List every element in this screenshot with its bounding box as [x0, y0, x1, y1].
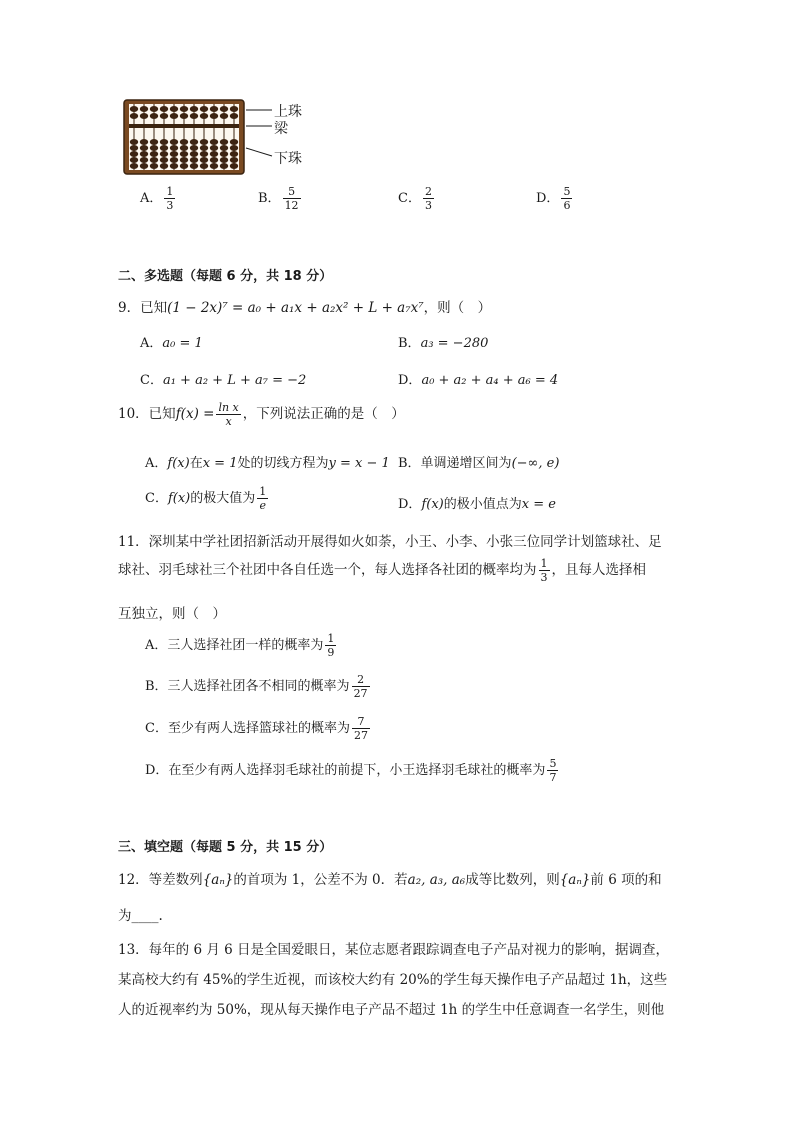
section3-title: 三、填空题（每题 5 分，共 15 分） — [118, 840, 333, 855]
abacus-lower-bead — [130, 139, 138, 145]
abacus-upper-bead — [150, 113, 158, 119]
abacus-lower-bead — [170, 163, 178, 169]
abacus-lower-bead — [170, 139, 178, 145]
q8-option-d[interactable]: D． $\frac{5}{6}$ — [536, 185, 571, 212]
q11-line2: 球社、羽毛球社三个社团中各自任选一个，每人选择各社团的概率均为 $\frac{1}{3}$ ，且每人选择相 — [118, 557, 646, 584]
abacus-lower-bead — [230, 151, 238, 157]
abacus-lower-bead — [230, 139, 238, 145]
abacus-lower-bead — [140, 151, 148, 157]
abacus-upper-bead — [220, 106, 228, 112]
q11-option-b[interactable]: B．三人选择社团各不相同的概率为 $\frac{2}{27}$ — [145, 673, 368, 700]
q11-line3: 互独立，则（ ） — [118, 606, 226, 622]
q11-option-a[interactable]: A．三人选择社团一样的概率为 $\frac{1}{9}$ — [145, 632, 335, 659]
abacus-upper-bead — [210, 113, 218, 119]
q9-option-b[interactable]: B．a₃ = −280 — [398, 336, 489, 351]
abacus-lower-bead — [200, 163, 208, 169]
abacus-lower-bead — [140, 139, 148, 145]
abacus-upper-bead — [180, 106, 188, 112]
abacus-lower-bead — [200, 145, 208, 151]
abacus-lower-bead — [130, 163, 138, 169]
q9-option-d[interactable]: D．a₀ + a₂ + a₄ + a₆ = 4 — [398, 373, 559, 388]
abacus-lower-bead — [230, 145, 238, 151]
abacus-lower-bead — [220, 145, 228, 151]
abacus-lower-bead — [200, 157, 208, 163]
abacus-lower-bead — [140, 145, 148, 151]
abacus-lower-bead — [190, 145, 198, 151]
abacus-upper-bead — [210, 106, 218, 112]
abacus-lower-bead — [180, 145, 188, 151]
abacus-lower-bead — [160, 139, 168, 145]
abacus-lower-bead — [150, 163, 158, 169]
q11-line1: 11．深圳某中学社团招新活动开展得如火如荼，小王、小李、小张三位同学计划篮球社、足 — [118, 534, 662, 550]
abacus-lower-bead — [180, 151, 188, 157]
abacus-lower-bead — [170, 157, 178, 163]
abacus-lower-bead — [180, 139, 188, 145]
abacus-lower-bead — [200, 139, 208, 145]
abacus-upper-bead — [220, 113, 228, 119]
abacus-lower-bead — [150, 145, 158, 151]
abacus-lower-bead — [230, 157, 238, 163]
section2-title: 二、多选题（每题 6 分，共 18 分） — [118, 269, 333, 284]
abacus-upper-bead — [200, 106, 208, 112]
q10-option-c[interactable]: C．f(x)的极大值为 $\frac{1}{e}$ — [145, 485, 267, 512]
abacus-lower-bead — [220, 139, 228, 145]
abacus-upper-bead — [200, 113, 208, 119]
abacus-upper-bead — [190, 106, 198, 112]
q9-option-a[interactable]: A．a₀ = 1 — [140, 336, 203, 351]
abacus-lower-bead — [210, 139, 218, 145]
abacus-lower-bead — [190, 139, 198, 145]
abacus-lower-bead — [160, 163, 168, 169]
abacus-lower-bead — [190, 151, 198, 157]
abacus-lower-bead — [140, 157, 148, 163]
abacus-lower-bead — [190, 157, 198, 163]
abacus-lower-bead — [230, 163, 238, 169]
q13-line3: 人的近视率约为 50%，现从每天操作电子产品不超过 1h 的学生中任意调查一名学生，则他 — [118, 1002, 665, 1018]
abacus-upper-bead — [150, 106, 158, 112]
abacus-lower-bead — [190, 163, 198, 169]
abacus-upper-bead — [230, 106, 238, 112]
abacus-beam-label: 梁 — [274, 121, 288, 137]
q12-line1: 12．等差数列{aₙ}的首项为 1，公差不为 0．若a₂, a₃, a₆成等比数列，则{aₙ}前 6 项的和 — [118, 872, 662, 888]
q9-stem: 9．已知(1 − 2x)⁷ = a₀ + a₁x + a₂x² + L + a₇x⁷，则（ ） — [118, 300, 492, 316]
q13-line1: 13．每年的 6 月 6 日是全国爱眼日，某位志愿者跟踪调查电子产品对视力的影响，据调查， — [118, 942, 670, 958]
abacus-upper-bead — [170, 113, 178, 119]
abacus-lower-bead — [180, 157, 188, 163]
q10-option-b[interactable]: B．单调递增区间为(−∞, e) — [398, 456, 560, 471]
abacus-lower-bead — [180, 163, 188, 169]
abacus-lower-bead — [130, 151, 138, 157]
abacus-lower-bead — [130, 157, 138, 163]
q8-option-c[interactable]: C． $\frac{2}{3}$ — [398, 185, 432, 212]
abacus-upper-bead — [160, 113, 168, 119]
abacus-figure — [122, 98, 312, 178]
abacus-lower-bead — [150, 151, 158, 157]
abacus-lower-bead — [210, 163, 218, 169]
q9-option-c[interactable]: C．a₁ + a₂ + L + a₇ = −2 — [140, 373, 307, 388]
q10-stem: 10．已知f(x) = $\frac{\text{ln x}}{x}$ ，下列说法正确的是（ ） — [118, 401, 405, 428]
abacus-lower-bead — [210, 145, 218, 151]
abacus-upper-bead — [180, 113, 188, 119]
abacus-lower-bead — [140, 163, 148, 169]
abacus-lower-label: 下珠 — [274, 151, 302, 167]
q10-option-a[interactable]: A．f(x)在x = 1处的切线方程为y = x − 1 — [145, 456, 390, 471]
abacus-lower-bead — [150, 157, 158, 163]
q8-option-a[interactable]: A． $\frac{1}{3}$ — [140, 185, 174, 212]
abacus-lower-bead — [160, 151, 168, 157]
abacus-lower-bead — [160, 157, 168, 163]
abacus-lower-bead — [210, 157, 218, 163]
abacus-upper-bead — [170, 106, 178, 112]
abacus-lower-bead — [210, 151, 218, 157]
q12-line2: 为____. — [118, 908, 163, 924]
abacus-lower-bead — [170, 151, 178, 157]
abacus-lower-bead — [220, 163, 228, 169]
q10-option-d[interactable]: D．f(x)的极小值点为x = e — [398, 497, 556, 512]
abacus-upper-bead — [230, 113, 238, 119]
abacus-upper-bead — [190, 113, 198, 119]
abacus-upper-bead — [160, 106, 168, 112]
abacus-lower-bead — [170, 145, 178, 151]
abacus-lower-bead — [130, 145, 138, 151]
abacus-lower-bead — [160, 145, 168, 151]
abacus-upper-bead — [140, 106, 148, 112]
abacus-upper-bead — [130, 106, 138, 112]
q11-option-c[interactable]: C．至少有两人选择篮球社的概率为 $\frac{7}{27}$ — [145, 715, 368, 742]
abacus-lower-bead — [220, 151, 228, 157]
q13-line2: 某高校大约有 45%的学生近视，而该校大约有 20%的学生每天操作电子产品超过 1h，这些 — [118, 972, 668, 988]
abacus-upper-bead — [140, 113, 148, 119]
abacus-lower-bead — [200, 151, 208, 157]
abacus-lower-bead — [220, 157, 228, 163]
abacus-lower-bead — [150, 139, 158, 145]
q11-option-d[interactable]: D．在至少有两人选择羽毛球社的前提下，小王选择羽毛球社的概率为 $\frac{5}{7}$ — [145, 757, 557, 784]
abacus-upper-label: 上珠 — [274, 104, 302, 120]
abacus-upper-bead — [130, 113, 138, 119]
q8-option-b[interactable]: B． $\frac{5}{12}$ — [258, 185, 299, 212]
